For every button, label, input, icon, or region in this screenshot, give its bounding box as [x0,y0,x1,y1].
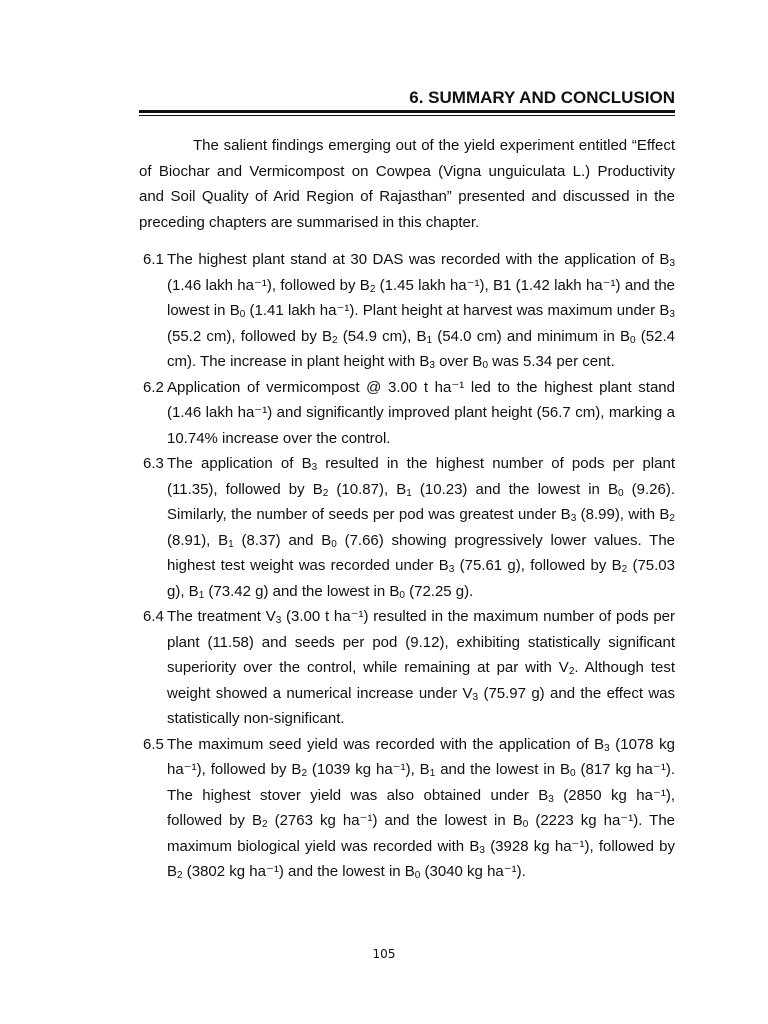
item-number: 6.2 [143,378,164,396]
page-number: 105 [372,947,396,961]
item-text: The maximum seed yield was recorded with the application of $B_3$ (1078 kg ha⁻¹), followed by $B_2$ (1039 kg ha⁻¹), $B_1$ and the lowest in $B_0$ (817 kg ha⁻¹). The highest stover yield was also obtained under $B_3$ (2850 kg ha⁻¹), followed by $B_2$ (2763 kg ha⁻¹) and the lowest in $B_0$ (2223 kg ha⁻¹). The maximum biological yield was recorded with $B_3$ (3928 kg ha⁻¹), followed by $B_2$ (3802 kg ha⁻¹) and the lowest in $B_0$ (3040 kg ha⁻¹). [167,735,676,881]
summary-item-6-1 [139,247,675,375]
summary-list [139,247,675,885]
item-text: The treatment $V_3$ (3.00 t ha⁻¹) resulted in the maximum number of pods per plant (11.58) and seeds per pod (9.12), exhibiting statistically significant superiority over the control, while remaining at par with $V_2$. Although test weight showed a numerical increase under $V_3$ (75.97 g) and the effect was statistically non-significant. [167,608,676,727]
document-page [139,86,675,885]
title-rule-thin [139,115,675,116]
intro-paragraph: The salient findings emerging out of the yield experiment entitled “Effect of Biochar and Vermicompost on Cowpea (Vigna unguiculata L.) Productivity and Soil Quality of Arid Region of Rajasthan” presented and discussed in the preceding chapters are summarised in this chapter. [139,137,675,231]
item-text: The application of $B_3$ resulted in the highest number of pods per plant (11.35), followed by $B_2$ (10.87), $B_1$ (10.23) and the lowest in $B_0$ (9.26). Similarly, the number of seeds per pod was greatest under $B_3$ (8.99), with $B_2$ (8.91), $B_1$ (8.37) and $B_0$ (7.66) showing progressively lower values. The highest test weight was recorded under $B_3$ (75.61 g), followed by $B_2$ (75.03 g), $B_1$ (73.42 g) and the lowest in $B_0$ (72.25 g). [167,455,675,601]
title-rule-thick [139,110,675,113]
item-number: 6.1 [143,251,164,268]
item-text: The highest plant stand at 30 DAS was recorded with the application of $B_3$ (1.46 lakh ha⁻¹), followed by $B_2$ (1.45 lakh ha⁻¹), B1 (1.42 lakh ha⁻¹) and the lowest in $B_0$ (1.41 lakh ha⁻¹). Plant height at harvest was maximum under $B_3$ (55.2 cm), followed by $B_2$ (54.9 cm), $B_1$ (54.0 cm) and minimum in $B_0$ (52.4 cm). The increase in plant height with $B_3$ over $B_0$ was 5.34 per cent. [167,251,675,371]
item-number: 6.3 [143,455,164,472]
chapter-title: 6. SUMMARY AND CONCLUSION [409,88,675,107]
item-number: 6.4 [143,608,164,625]
summary-item-6-5 [139,732,675,885]
summary-item-6-3 [139,451,675,604]
item-number: 6.5 [143,735,164,753]
summary-item-6-2 [139,375,675,452]
summary-item-6-4 [139,604,675,732]
item-text: Application of vermicompost @ 3.00 t ha⁻¹ led to the highest plant stand (1.46 lakh ha⁻¹) and significantly improved plant height (56.7 cm), marking a 10.74% increase over the control. [167,378,675,447]
